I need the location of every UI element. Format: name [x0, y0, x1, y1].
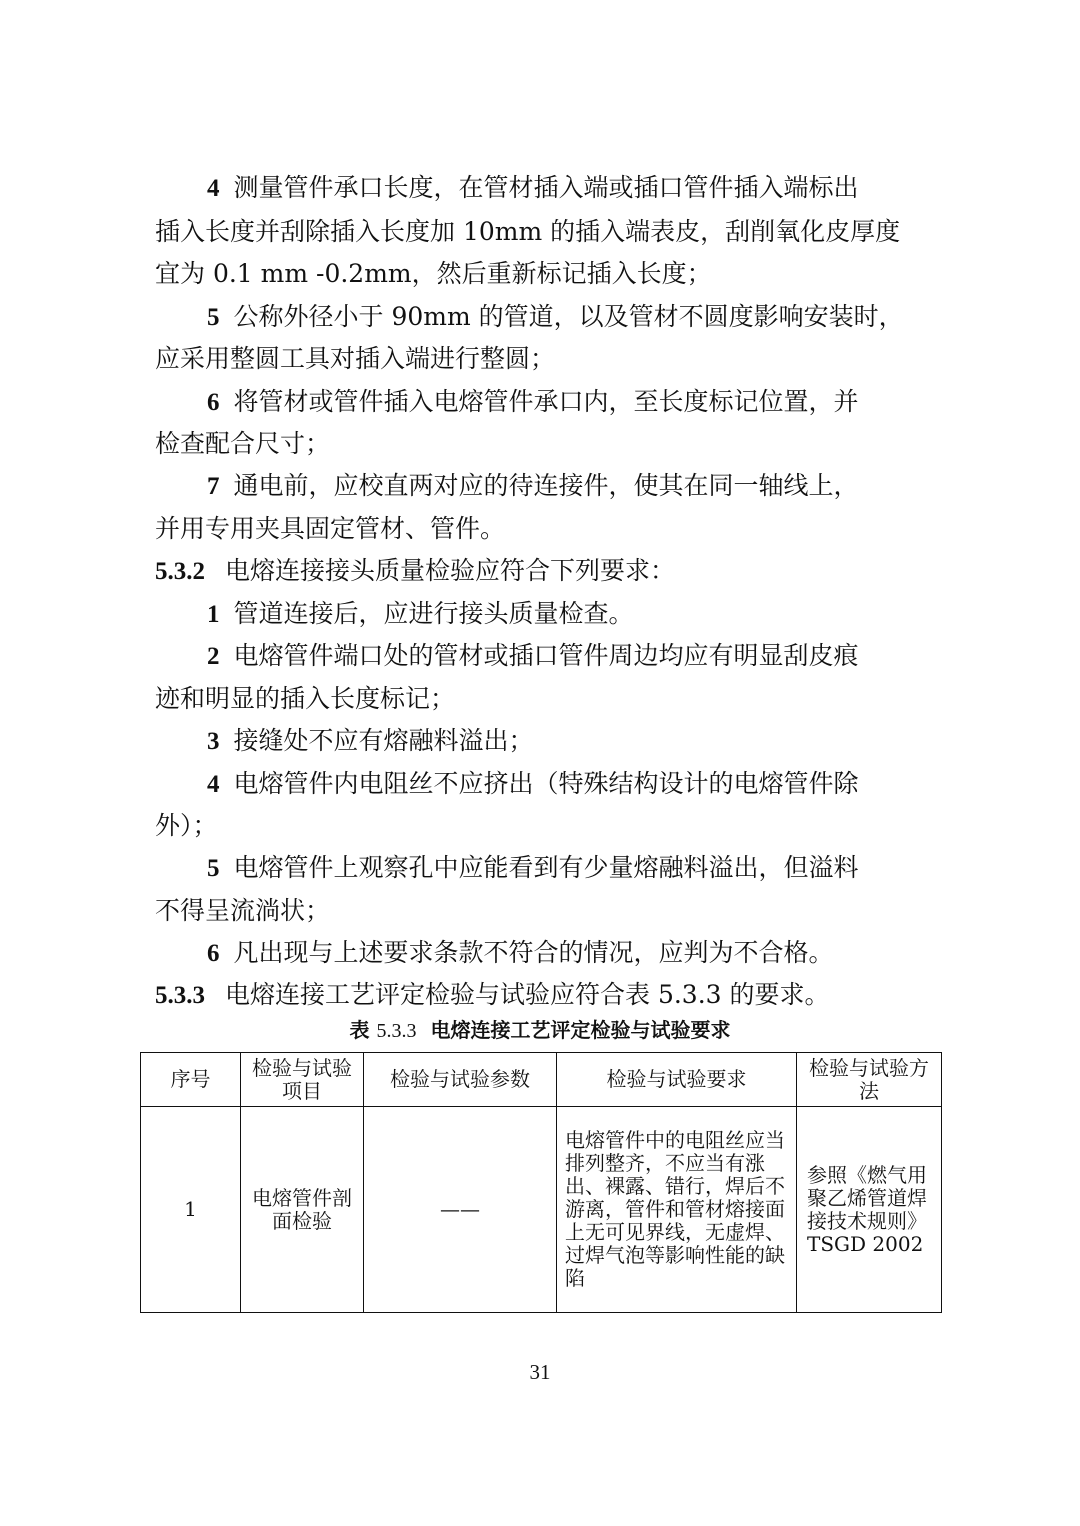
- page-number: 31: [529, 1360, 551, 1384]
- item-text: 管道连接后，应进行接头质量检查。: [233, 599, 634, 628]
- item-text: 电熔管件内电阻丝不应挤出（特殊结构设计的电熔管件除: [233, 769, 859, 798]
- table-cell: 电熔管件中的电阻丝应当排列整齐，不应当有涨出、裸露、错行，焊后不游离，管件和管材熔接面上无可见界线，无虚焊、过焊气泡等影响性能的缺陷: [557, 1107, 797, 1313]
- item-line: [207, 381, 930, 423]
- item-text: 电熔管件上观察孔中应能看到有少量熔融料溢出，但溢料: [233, 853, 859, 882]
- item-line: [207, 296, 930, 338]
- item-text: 应采用整圆工具对插入端进行整圆；: [155, 344, 556, 373]
- item-line: [207, 847, 930, 889]
- section-text: 电熔连接接头质量检验应符合下列要求：: [225, 556, 676, 585]
- item-number: 3: [207, 728, 220, 755]
- requirements-table: [140, 1052, 942, 1313]
- table-cell: 电熔管件剖面检验: [241, 1107, 364, 1313]
- text-line: [155, 338, 930, 380]
- item-line: [207, 932, 930, 974]
- item-number: 1: [207, 601, 220, 628]
- text-line: [155, 678, 930, 720]
- text-line: [155, 508, 930, 550]
- item-text: 电熔管件端口处的管材或插口管件周边均应有明显刮皮痕: [233, 641, 859, 670]
- column-header: 检验与试验方法: [797, 1053, 942, 1107]
- section-text: 电熔连接工艺评定检验与试验应符合表 5.3.3 的要求。: [225, 980, 830, 1009]
- item-number: 2: [207, 643, 220, 670]
- table-cell: 参照《燃气用聚乙烯管道焊接技术规则》TSGD 2002: [797, 1107, 942, 1313]
- item-number: 6: [207, 389, 220, 416]
- item-text: 凡出现与上述要求条款不符合的情况，应判为不合格。: [233, 938, 834, 967]
- item-line: [207, 720, 930, 762]
- item-line: [207, 635, 930, 677]
- table-cell: ——: [364, 1107, 557, 1313]
- item-number: 4: [207, 771, 220, 798]
- item-text: 公称外径小于 90mm 的管道，以及管材不圆度影响安装时，: [233, 302, 904, 331]
- section-heading: [155, 550, 930, 592]
- item-number: 5: [207, 855, 220, 882]
- text-line: [155, 423, 930, 465]
- caption-number: 5.3.3: [376, 1020, 417, 1042]
- caption-prefix: 表: [349, 1018, 370, 1042]
- item-number: 4: [207, 175, 220, 202]
- section-heading: [155, 974, 930, 1016]
- column-header: 序号: [141, 1053, 241, 1107]
- table-cell: 1: [141, 1107, 241, 1313]
- table-caption: [140, 1015, 940, 1045]
- item-text: 迹和明显的插入长度标记；: [155, 684, 456, 713]
- item-line: [207, 593, 930, 635]
- item-text: 并用专用夹具固定管材、管件。: [155, 514, 506, 543]
- item-text: 将管材或管件插入电熔管件承口内，至长度标记位置，并: [233, 387, 859, 416]
- text-line: [155, 211, 930, 253]
- item-number: 6: [207, 940, 220, 967]
- column-header: 检验与试验参数: [364, 1053, 557, 1107]
- item-text: 宜为 0.1 mm -0.2mm，然后重新标记插入长度；: [155, 259, 712, 288]
- item-text: 测量管件承口长度，在管材插入端或插口管件插入端标出: [233, 173, 859, 202]
- caption-title: 电熔连接工艺评定检验与试验要求: [430, 1018, 731, 1042]
- column-header: 检验与试验要求: [557, 1053, 797, 1107]
- item-line: [207, 465, 930, 507]
- item-text: 插入长度并刮除插入长度加 10mm 的插入端表皮，刮削氧化皮厚度: [155, 217, 901, 246]
- text-line: [155, 805, 930, 847]
- item-line: [207, 167, 930, 209]
- item-text: 外）；: [155, 811, 218, 840]
- section-number: 5.3.3: [155, 982, 205, 1009]
- item-line: [207, 763, 930, 805]
- section-number: 5.3.2: [155, 558, 205, 585]
- column-header: 检验与试验项目: [241, 1053, 364, 1107]
- table-row: [141, 1107, 942, 1313]
- text-line: [155, 890, 930, 932]
- item-text: 不得呈流淌状；: [155, 896, 331, 925]
- text-line: [155, 253, 930, 295]
- item-number: 5: [207, 304, 220, 331]
- table-header-row: [141, 1053, 942, 1107]
- item-text: 检查配合尺寸；: [155, 429, 331, 458]
- item-text: 通电前，应校直两对应的待连接件，使其在同一轴线上，: [233, 471, 859, 500]
- item-text: 接缝处不应有熔融料溢出；: [233, 726, 534, 755]
- item-number: 7: [207, 473, 220, 500]
